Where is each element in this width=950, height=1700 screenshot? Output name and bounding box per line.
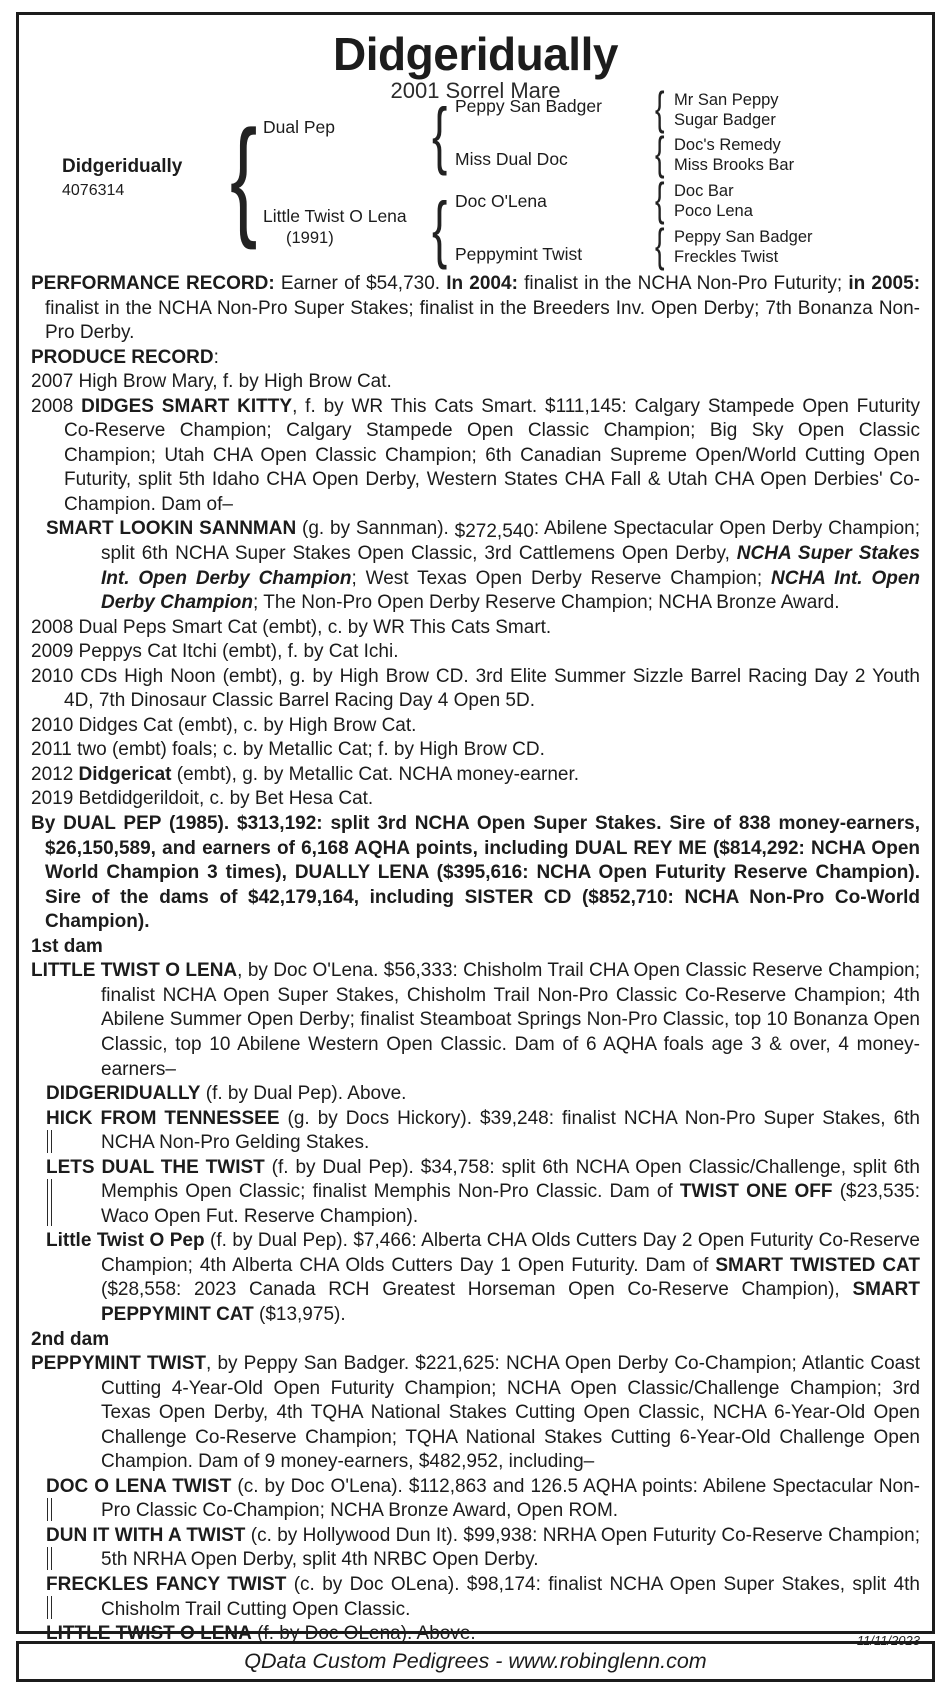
text-run: FRECKLES FANCY TWIST xyxy=(46,1573,287,1595)
horse-name-title: Didgeridually xyxy=(333,28,618,80)
continuation-bars-icon xyxy=(47,1498,52,1521)
text-run: $272,540 xyxy=(454,520,534,542)
subject-registration-number: 4076314 xyxy=(62,182,125,199)
text-run: , f. by WR This Cats Smart. $111,145: Calgary Stampede Open Futurity Co-Reserve Champion; Calgary Stampede Open Classic Champion; Big Sky Open Classic Champion; Utah CHA Open Classic Champion; 6th Canadian Supreme Open/World Cutting Open Futurity, split 5th Idaho CHA Open Derby, Western States CHA Fall & Utah CHA Open Derbies' Co-Champion. Dam of– xyxy=(64,395,920,515)
brace-icon: { xyxy=(655,219,665,271)
dam-name: Little Twist O Lena xyxy=(263,206,407,226)
continuation-bars-icon xyxy=(47,1547,52,1570)
paragraph xyxy=(31,665,920,714)
text-run: 2008 xyxy=(31,395,82,417)
text-run: NCHA Int. Open Derby Champion xyxy=(101,567,921,614)
text-run: PERFORMANCE RECORD: xyxy=(31,273,281,294)
pedigree-entry: Doc O'Lena xyxy=(455,191,547,211)
text-run: (c. by Doc OLena). $98,174: finalist NCHA Open Super Stakes, split 4th Chisholm Trail Cutting Open Classic. xyxy=(101,1573,920,1620)
pedigree-entry: Peppy San Badger xyxy=(674,228,813,246)
paragraph xyxy=(46,1107,920,1156)
text-run: (g. by Docs Hickory). $39,248: finalist NCHA Non-Pro Super Stakes, 6th NCHA Non-Pro Gelding Stakes. xyxy=(101,1107,920,1154)
footer-credit-box xyxy=(16,1641,935,1682)
text-run: TWIST ONE OFF xyxy=(679,1181,833,1203)
text-run: LETS DUAL THE TWIST xyxy=(46,1156,265,1178)
text-run: DIDGES SMART KITTY xyxy=(81,395,293,417)
paragraph xyxy=(31,395,920,518)
brace-icon: { xyxy=(230,103,258,250)
pedigree-entry: Doc's Remedy xyxy=(674,136,781,154)
paragraph xyxy=(31,959,920,1082)
text-run: finalist in the NCHA Non-Pro Super Stakes; finalist in the Breeders Inv. Open Derby; 7th Bonanza Non-Pro Derby. xyxy=(45,297,920,344)
text-run: 2009 Peppys Cat Itchi (embt), f. by Cat Ichi. xyxy=(31,641,399,663)
paragraph xyxy=(46,1156,920,1230)
pedigree-entry: Peppymint Twist xyxy=(455,244,583,264)
text-run: (f. by Dual Pep). $7,466: Alberta CHA Olds Cutters Day 2 Open Futurity Co-Reserve Champion; 4th Alberta CHA Olds Cutters Day 1 Open Futurity. Dam of xyxy=(101,1230,920,1276)
text-run: In 2004: xyxy=(446,273,525,294)
text-run: Earner of $54,730. xyxy=(280,273,447,294)
paragraph xyxy=(46,517,920,615)
paragraph xyxy=(46,1082,920,1107)
text-run: PRODUCE RECORD xyxy=(31,346,214,368)
pedigree-entry: Sugar Badger xyxy=(674,111,776,129)
text-run: 2010 Didges Cat (embt), c. by High Brow Cat. xyxy=(31,714,417,736)
subject-name: Didgeridually xyxy=(62,156,183,177)
text-run: By DUAL PEP (1985). $313,192: split 3rd NCHA Open Super Stakes. Sire of 838 money-earners, $26,150,589, and earners of 6,168 AQHA points, including DUAL REY ME ($814,292: NCHA Open World Champion 3 times), DUALLY LENA ($395,616: NCHA Open Futurity Reserve Champion). Sire of the dams of $42,179,164, including SISTER CD ($852,710: NCHA Non-Pro Co-World Champion). xyxy=(31,813,920,933)
text-run: ; The Non-Pro Open Derby Reserve Champion; NCHA Bronze Award. xyxy=(253,592,840,614)
pedigree-entry: Freckles Twist xyxy=(674,248,779,266)
text-run: PEPPYMINT TWIST xyxy=(31,1353,207,1375)
text-run: HICK FROM TENNESSEE xyxy=(46,1107,280,1129)
text-run: 2012 xyxy=(31,763,79,785)
text-run: SMART PEPPYMINT CAT xyxy=(101,1279,920,1325)
text-run: SMART LOOKIN SANNMAN xyxy=(46,518,297,540)
paragraph xyxy=(46,1573,920,1622)
continuation-bars-icon xyxy=(47,1130,52,1153)
text-run: (f. by Dual Pep). Above. xyxy=(200,1083,407,1105)
paragraph xyxy=(46,1475,920,1524)
paragraph xyxy=(31,935,920,960)
text-run: ($28,558: 2023 Canada RCH Greatest Horseman Open Co-Reserve Champion), xyxy=(101,1279,853,1301)
text-run: : Abilene Spectacular Open Derby Champion; split 6th NCHA Super Stakes Open Classic, 3rd Cattlemens Open Derby, xyxy=(101,518,920,565)
text-run: , by Peppy San Badger. $221,625: NCHA Open Derby Co-Champion; Atlantic Coast Cutting 4-Year-Old Open Futurity Champion; NCHA Open Classic/Challenge Champion; 3rd Texas Open Derby, 4th TQHA National Stakes Cutting Open Classic, NCHA 6-Year-Old Open Challenge Co-Reserve Champion; TQHA National Stakes Cutting 6-Year-Old Challenge Open Champion. Dam of 9 money-earners, $482,952, including– xyxy=(101,1353,920,1473)
pedigree-entry: Peppy San Badger xyxy=(455,96,602,116)
pedigree-entry: Miss Brooks Bar xyxy=(674,156,795,174)
brace-icon: { xyxy=(655,127,665,179)
text-run: DOC O LENA TWIST xyxy=(46,1475,232,1497)
text-run: , by Doc O'Lena. $56,333: Chisholm Trail CHA Open Classic Reserve Champion; finalist NCHA Open Super Stakes, Chisholm Trail Non-Pro Classic Co-Reserve Champion; 4th Abilene Summer Open Derby; finalist Steamboat Springs Non-Pro Classic, top 10 Bonanza Open Classic, top 10 Abilene Western Open Classic. Dam of 6 AQHA foals age 3 & over, 4 money-earners– xyxy=(101,960,921,1080)
brace-icon: { xyxy=(432,187,448,270)
text-run: : xyxy=(213,346,219,368)
paragraph xyxy=(46,1229,920,1327)
sire-name: Dual Pep xyxy=(263,117,335,137)
paragraph xyxy=(31,1328,920,1353)
pedigree-text xyxy=(31,272,920,1647)
text-run: Didgericat xyxy=(78,763,172,785)
text-run: 2nd dam xyxy=(31,1328,110,1350)
paragraph xyxy=(31,763,920,788)
text-run: 1st dam xyxy=(31,935,103,957)
paragraph xyxy=(31,616,920,641)
text-run: Little Twist O Pep xyxy=(46,1230,205,1252)
pedigree-entry: Doc Bar xyxy=(674,182,734,200)
paragraph xyxy=(31,714,920,739)
text-run: (c. by Doc O'Lena). $112,863 and 126.5 AQHA points: Abilene Spectacular Non-Pro Classic Co-Champion; NCHA Bronze Award, Open ROM. xyxy=(101,1475,920,1522)
paragraph xyxy=(31,640,920,665)
pedigree-document-box xyxy=(16,12,935,1649)
pedigree-entry: Mr San Peppy xyxy=(674,91,779,109)
text-run: ($23,535: Waco Open Fut. Reserve Champion). xyxy=(101,1181,920,1227)
paragraph xyxy=(31,738,920,763)
text-run: (c. by Hollywood Dun It). $99,938: NRHA Open Futurity Co-Reserve Champion; 5th NRHA Open Derby, split 4th NRBC Open Derby. xyxy=(101,1524,920,1571)
text-run: (g. by Sannman). xyxy=(296,518,455,540)
text-run: ($13,975). xyxy=(253,1303,346,1325)
dam-foaling-year: (1991) xyxy=(286,229,334,247)
footer-credit: QData Custom Pedigrees - www.robinglenn.com xyxy=(244,1649,707,1673)
text-run: 2011 two (embt) foals; c. by Metallic Cat; f. by High Brow CD. xyxy=(31,739,545,761)
brace-icon: { xyxy=(655,173,665,225)
paragraph xyxy=(31,346,920,371)
text-run: finalist in the NCHA Non-Pro Futurity; xyxy=(524,273,849,294)
text-run: LITTLE TWIST O LENA xyxy=(46,1623,252,1645)
paragraph xyxy=(31,787,920,812)
text-run: in 2005: xyxy=(848,273,921,294)
text-run: SMART TWISTED CAT xyxy=(715,1254,920,1276)
text-run: 2019 Betdidgerildoit, c. by Bet Hesa Cat. xyxy=(31,788,374,810)
text-run: (embt), g. by Metallic Cat. NCHA money-earner. xyxy=(171,763,580,785)
pedigree-entry: Poco Lena xyxy=(674,202,753,220)
text-run: ; West Texas Open Derby Reserve Champion; xyxy=(351,567,771,589)
text-run: DUN IT WITH A TWIST xyxy=(46,1524,246,1546)
text-run: (f. by Doc OLena). Above. xyxy=(251,1623,476,1645)
paragraph xyxy=(46,1524,920,1573)
foaling-info: 2001 Sorrel Mare xyxy=(390,78,561,103)
text-run: 2008 Dual Peps Smart Cat (embt), c. by WR This Cats Smart. xyxy=(31,616,552,638)
paragraph xyxy=(31,1352,920,1475)
paragraph xyxy=(31,812,920,935)
text-run: NCHA Super Stakes Int. Open Derby Champion xyxy=(101,543,920,589)
text-run: DIDGERIDUALLY xyxy=(46,1083,201,1105)
brace-icon: { xyxy=(655,82,665,134)
continuation-bars-icon xyxy=(47,1179,52,1227)
text-run: (f. by Dual Pep). $34,758: split 6th NCHA Open Classic/Challenge, split 6th Memphis Open Classic; finalist Memphis Non-Pro Classic. Dam of xyxy=(101,1156,920,1203)
date-stamp: 11/11/2023 xyxy=(856,1633,920,1649)
continuation-bars-icon xyxy=(47,1596,52,1619)
pedigree-entry: Miss Dual Doc xyxy=(455,149,568,169)
text-run: LITTLE TWIST O LENA xyxy=(31,960,238,982)
text-run: 2010 CDs High Noon (embt), g. by High Brow CD. 3rd Elite Summer Sizzle Barrel Racing Day 2 Youth 4D, 7th Dinosaur Classic Barrel Racing Day 4 Open 5D. xyxy=(31,665,920,712)
paragraph xyxy=(31,370,920,395)
text-run: 2007 High Brow Mary, f. by High Brow Cat. xyxy=(31,371,392,393)
brace-icon: { xyxy=(432,93,448,176)
